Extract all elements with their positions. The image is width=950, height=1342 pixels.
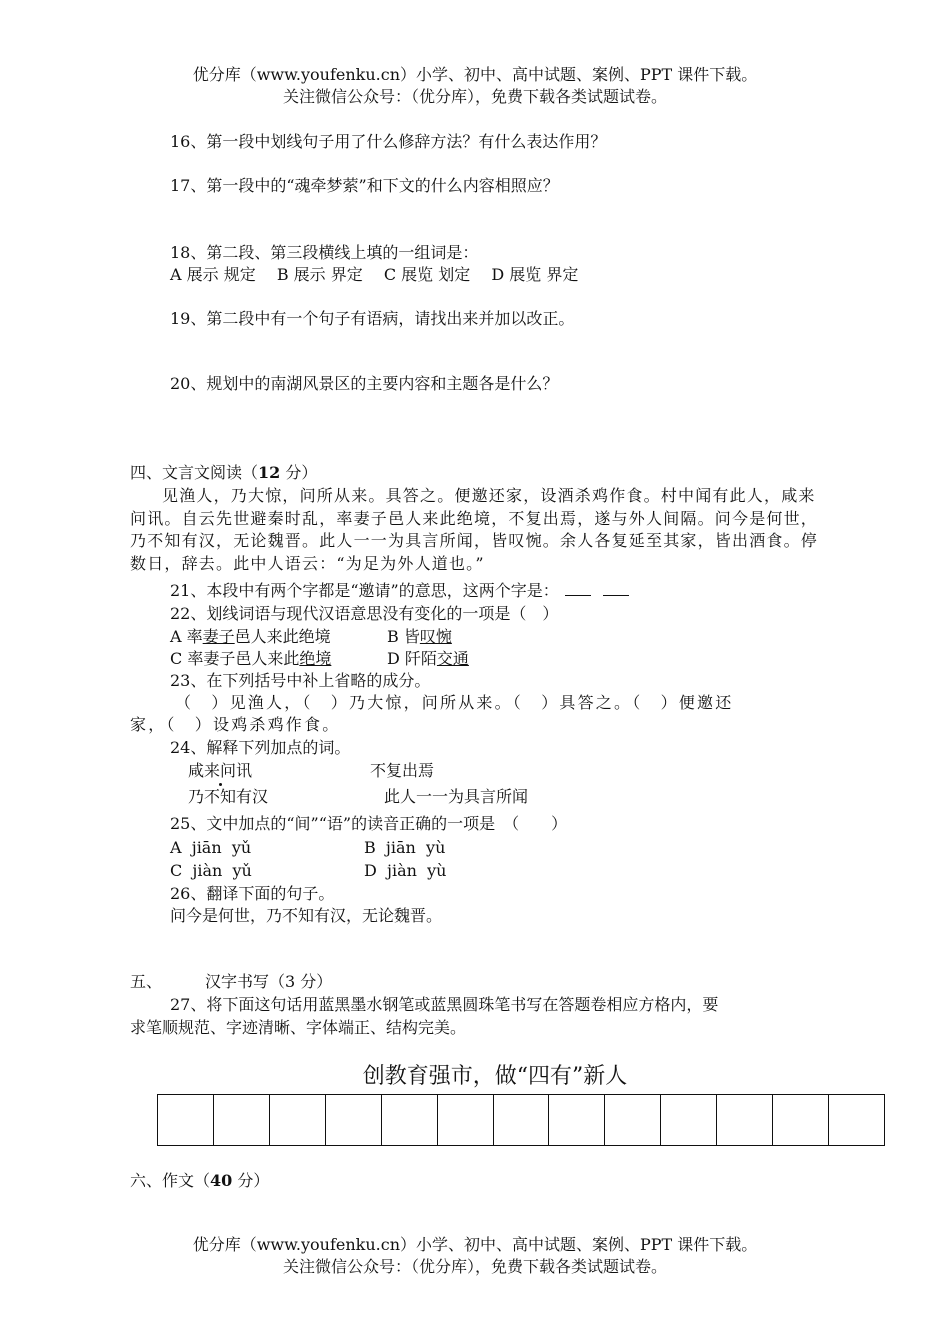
question-24-item-b: 不复出焉 — [370, 761, 435, 780]
question-18-options: A 展示 规定 B 展示 界定 C 展览 划定 D 展览 界定 — [170, 265, 579, 284]
question-22-option-c: C 率妻子邑人来此绝境 — [170, 649, 332, 668]
question-26-sentence: 问今是何世，乃不知有汉，无论魏晋。 — [170, 906, 443, 925]
question-23-line-2: 家，（ ）设鸡杀鸡作食。 — [130, 715, 341, 734]
answer-blank[interactable] — [565, 581, 591, 596]
grid-cell[interactable] — [326, 1095, 382, 1145]
grid-cell[interactable] — [270, 1095, 326, 1145]
grid-cell[interactable] — [717, 1095, 773, 1145]
writing-grid[interactable] — [157, 1094, 885, 1146]
question-23-line-1: （ ）见渔人，（ ）乃大惊，问所从来。（ ）具答之。（ ）便邀还 — [175, 693, 734, 712]
question-23: 23、在下列括号中补上省略的成分。 — [170, 671, 431, 690]
grid-cell[interactable] — [605, 1095, 661, 1145]
question-17: 17、第一段中的“魂牵梦萦”和下文的什么内容相照应？ — [170, 176, 559, 195]
section-5-title: 汉字书写（3 分） — [205, 972, 333, 991]
footer-line-1: 优分库（www.youfenku.cn）小学、初中、高中试题、案例、PPT 课件下载。 — [192, 1235, 758, 1254]
question-24-item-a: 咸来问讯 — [188, 761, 253, 780]
question-22-option-a: A 率妻子邑人来此绝境 — [170, 627, 331, 646]
question-25-option-b: B jiān yù — [364, 838, 446, 857]
grid-cell[interactable] — [158, 1095, 214, 1145]
header-line-2: 关注微信公众号：（优分库），免费下载各类试题试卷。 — [282, 87, 667, 106]
footer-line-2: 关注微信公众号：（优分库），免费下载各类试题试卷。 — [282, 1257, 667, 1276]
question-22-option-d: D 阡陌交通 — [387, 649, 469, 668]
question-25-option-c: C jiàn yǔ — [170, 861, 252, 880]
answer-blank[interactable] — [603, 581, 629, 596]
grid-cell[interactable] — [438, 1095, 494, 1145]
question-27-line-1: 27、将下面这句话用蓝黑墨水钢笔或蓝黑圆珠笔书写在答题卷相应方格内，要 — [170, 995, 719, 1014]
question-26: 26、翻译下面的句子。 — [170, 884, 335, 903]
grid-cell[interactable] — [214, 1095, 270, 1145]
grid-cell[interactable] — [661, 1095, 717, 1145]
question-27-line-2: 求笔顺规范、字迹清晰、字体端正、结构完美。 — [130, 1018, 467, 1037]
section-6-title: 六、作文（40 分） — [130, 1171, 270, 1190]
question-24-item-c: 乃不知有汉 — [188, 787, 269, 806]
question-25: 25、文中加点的“间”“语”的读音正确的一项是 （ ） — [170, 814, 568, 833]
section-4-title: 四、文言文阅读（12 分） — [130, 463, 318, 482]
grid-cell[interactable] — [494, 1095, 550, 1145]
question-22-option-b: B 皆叹惋 — [387, 627, 452, 646]
question-22: 22、划线词语与现代汉语意思没有变化的一项是（ ） — [170, 604, 559, 623]
question-20: 20、规划中的南湖风景区的主要内容和主题各是什么？ — [170, 374, 559, 393]
header-line-1: 优分库（www.youfenku.cn）小学、初中、高中试题、案例、PPT 课件下载。 — [192, 65, 758, 84]
classical-passage: 见渔人，乃大惊，问所从来。具答之。便邀还家，设酒杀鸡作食。村中闻有此人，咸来问讯。自云先世避秦时乱，率妻子邑人来此绝境，不复出焉，遂与外人间隔。问今是何世，乃不知有汉，无论魏晋。此人一一为具言所闻，皆叹惋。余人各复延至其家，皆出酒食。停数日，辞去。此中人语云：“为足为外人道也。” — [130, 486, 819, 573]
grid-cell[interactable] — [382, 1095, 438, 1145]
handwriting-sentence: 创教育强市，做“四有”新人 — [362, 1064, 628, 1089]
question-24: 24、解释下列加点的词。 — [170, 738, 351, 757]
question-16: 16、第一段中划线句子用了什么修辞方法？有什么表达作用？ — [170, 132, 607, 151]
question-25-option-a: A jiān yǔ — [170, 838, 252, 857]
question-25-option-d: D jiàn yù — [364, 861, 447, 880]
question-21: 21、本段中有两个字都是“邀请”的意思，这两个字是： — [170, 580, 635, 602]
grid-cell[interactable] — [829, 1095, 884, 1145]
question-18: 18、第二段、第三段横线上填的一组词是： — [170, 243, 479, 262]
question-24-item-d: 此人一一为具言所闻 — [384, 787, 529, 806]
grid-cell[interactable] — [549, 1095, 605, 1145]
question-19: 19、第二段中有一个句子有语病，请找出来并加以改正。 — [170, 309, 575, 328]
grid-cell[interactable] — [773, 1095, 829, 1145]
section-5-number: 五、 — [130, 972, 163, 991]
